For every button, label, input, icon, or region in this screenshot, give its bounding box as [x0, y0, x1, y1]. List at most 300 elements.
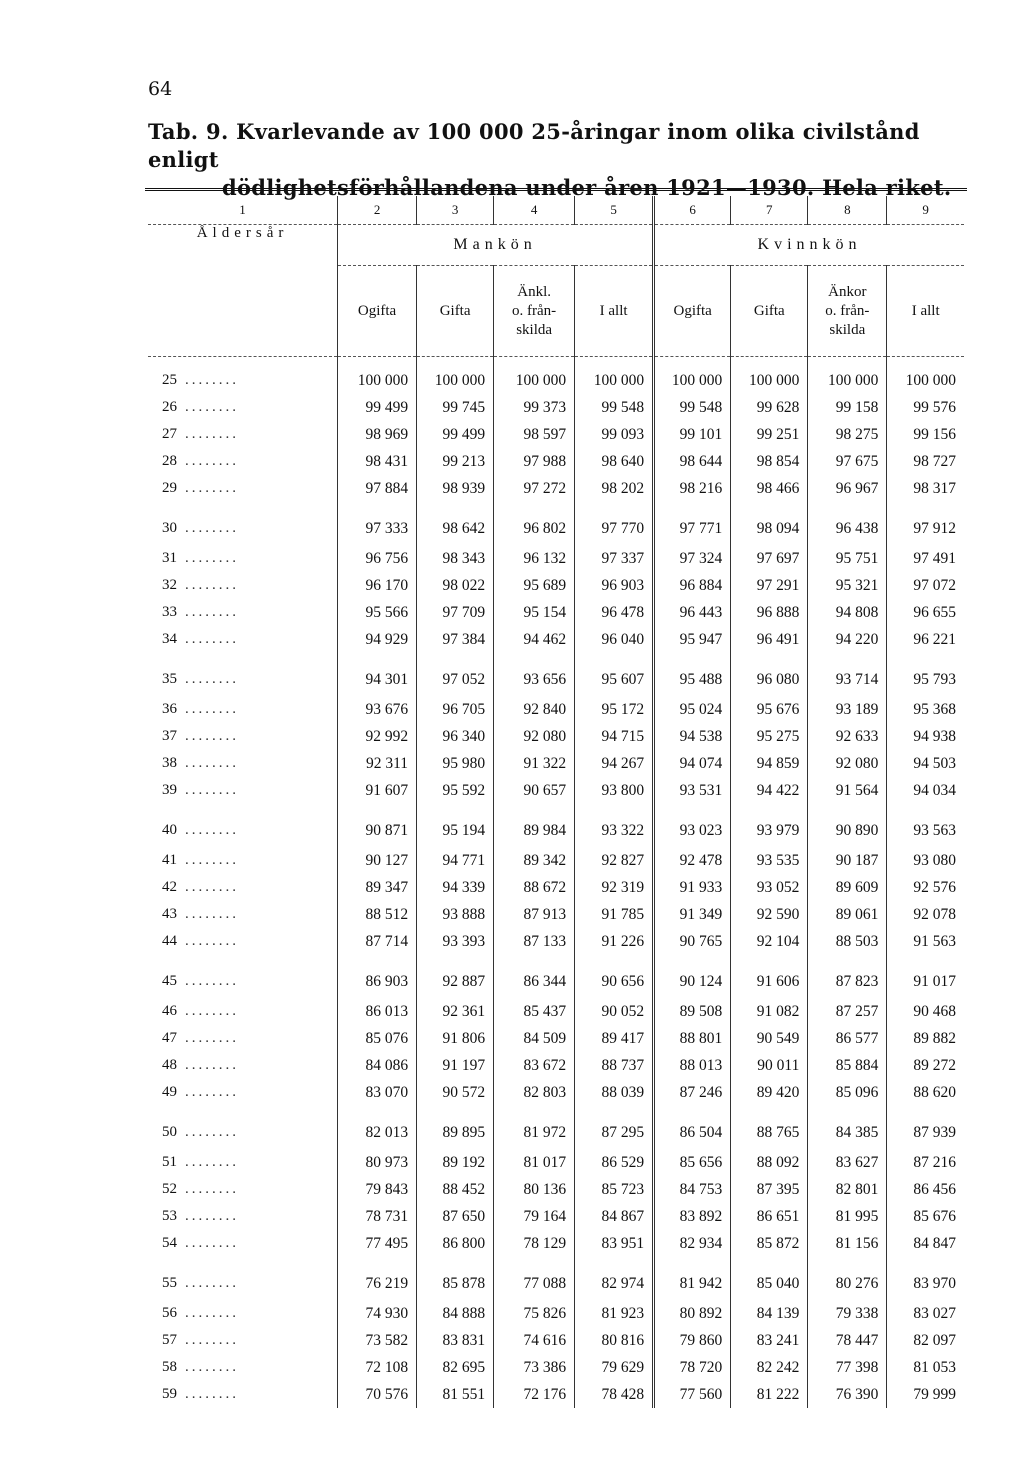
- value-cell: 99 251: [731, 421, 808, 448]
- age-value: 32: [162, 577, 177, 593]
- value-cell: 78 129: [494, 1230, 575, 1257]
- age-value: 39: [162, 782, 177, 798]
- value-cell: 81 222: [731, 1381, 808, 1408]
- table-row: [148, 1052, 964, 1079]
- age-cell: [148, 750, 338, 777]
- leader-dots: ........: [185, 1332, 239, 1348]
- value-cell: 78 447: [808, 1327, 887, 1354]
- value-cell: 79 164: [494, 1203, 575, 1230]
- men-total-cell: 93 800: [575, 777, 654, 804]
- value-cell: 83 627: [808, 1149, 887, 1176]
- men-total-cell: 99 548: [575, 394, 654, 421]
- women-total-cell: 98 317: [913, 479, 956, 497]
- value-cell: 87 650: [417, 1203, 494, 1230]
- title-line-2: dödlighetsförhållandena under åren 1921—1930. Hela riket.: [222, 175, 952, 200]
- leader-dots: ........: [185, 1305, 239, 1321]
- men-total-cell: 94 715: [575, 723, 654, 750]
- men-total-cell: 89 417: [575, 1025, 654, 1052]
- leader-dots: ........: [185, 1181, 239, 1197]
- value-cell: 82 695: [417, 1354, 494, 1381]
- value-cell: 90 124: [654, 955, 731, 998]
- value-cell: 93 393: [417, 928, 494, 955]
- value-cell: 74 616: [494, 1327, 575, 1354]
- value-cell: 87 257: [808, 998, 887, 1025]
- value-cell: 81 942: [654, 1257, 731, 1300]
- value-cell: 92 887: [417, 955, 494, 998]
- age-cell: [148, 1079, 338, 1106]
- leader-dots: ........: [185, 728, 239, 744]
- value-cell: 79 860: [654, 1327, 731, 1354]
- value-cell: 93 656: [494, 653, 575, 696]
- value-cell: 96 802: [494, 502, 575, 545]
- value-cell: 100 000: [654, 367, 731, 394]
- value-cell: 92 633: [808, 723, 887, 750]
- colnum: 9: [887, 196, 964, 225]
- value-cell: 77 398: [808, 1354, 887, 1381]
- men-total-cell: 96 903: [575, 572, 654, 599]
- value-cell: 98 343: [417, 545, 494, 572]
- value-cell: 94 808: [808, 599, 887, 626]
- women-total-cell: 92 078: [913, 905, 956, 923]
- title-line-1: Tab. 9. Kvarlevande av 100 000 25-åringar inom olika civilstånd enligt: [148, 119, 920, 172]
- value-cell: 94 339: [417, 874, 494, 901]
- value-cell: 85 872: [731, 1230, 808, 1257]
- age-cell: [148, 874, 338, 901]
- colnum: 3: [417, 196, 494, 225]
- value-cell: 99 158: [808, 394, 887, 421]
- page-number: 64: [148, 78, 173, 100]
- age-cell: [148, 599, 338, 626]
- age-value: 57: [162, 1332, 177, 1348]
- survival-table: [148, 196, 964, 1408]
- value-cell: 88 503: [808, 928, 887, 955]
- value-cell: 80 276: [808, 1257, 887, 1300]
- table-row: [148, 545, 964, 572]
- age-value: 59: [162, 1386, 177, 1402]
- value-cell: 77 560: [654, 1381, 731, 1408]
- women-total-cell: 95 793: [913, 670, 956, 688]
- women-married-header: Gifta: [731, 266, 808, 357]
- value-cell: 96 340: [417, 723, 494, 750]
- men-total-cell: 81 923: [575, 1300, 654, 1327]
- value-cell: 91 349: [654, 901, 731, 928]
- table-row: [148, 421, 964, 448]
- value-cell: 92 361: [417, 998, 494, 1025]
- women-total-cell: 87 939: [913, 1123, 956, 1141]
- table-row: [148, 1025, 964, 1052]
- value-cell: 84 888: [417, 1300, 494, 1327]
- value-cell: 77 495: [338, 1230, 417, 1257]
- value-cell: 70 576: [338, 1381, 417, 1408]
- women-total-header: I allt: [887, 266, 964, 357]
- value-cell: 100 000: [338, 367, 417, 394]
- value-cell: 89 061: [808, 901, 887, 928]
- value-cell: 88 801: [654, 1025, 731, 1052]
- table-row: [148, 847, 964, 874]
- men-total-cell: 97 770: [575, 502, 654, 545]
- value-cell: 85 040: [731, 1257, 808, 1300]
- value-cell: 96 967: [808, 475, 887, 502]
- table-row: [148, 1203, 964, 1230]
- men-total-cell: 88 737: [575, 1052, 654, 1079]
- women-total-cell: 91 017: [913, 972, 956, 990]
- table-row: [148, 394, 964, 421]
- age-cell: [148, 367, 338, 394]
- age-cell: [148, 1025, 338, 1052]
- value-cell: 100 000: [731, 367, 808, 394]
- value-cell: 91 197: [417, 1052, 494, 1079]
- women-total-cell: 98 727: [913, 452, 956, 470]
- age-value: 37: [162, 728, 177, 744]
- leader-dots: ........: [185, 1124, 239, 1140]
- age-cell: [148, 545, 338, 572]
- value-cell: 100 000: [808, 367, 887, 394]
- value-cell: 87 823: [808, 955, 887, 998]
- value-cell: 97 697: [731, 545, 808, 572]
- leader-dots: ........: [185, 372, 239, 388]
- leader-dots: ........: [185, 1359, 239, 1375]
- value-cell: 85 096: [808, 1079, 887, 1106]
- women-total-cell: 99 576: [913, 398, 956, 416]
- value-cell: 98 022: [417, 572, 494, 599]
- women-total-cell: 99 156: [913, 425, 956, 443]
- value-cell: 91 322: [494, 750, 575, 777]
- value-cell: 96 443: [654, 599, 731, 626]
- age-value: 33: [162, 604, 177, 620]
- value-cell: 94 929: [338, 626, 417, 653]
- table-row: [148, 874, 964, 901]
- women-total-cell: 97 072: [913, 576, 956, 594]
- table-row: [148, 572, 964, 599]
- value-cell: 97 709: [417, 599, 494, 626]
- age-cell: [148, 696, 338, 723]
- value-cell: 90 657: [494, 777, 575, 804]
- value-cell: 98 644: [654, 448, 731, 475]
- men-total-cell: 96 040: [575, 626, 654, 653]
- value-cell: 92 840: [494, 696, 575, 723]
- age-cell: [148, 421, 338, 448]
- women-total-cell: 82 097: [913, 1331, 956, 1349]
- value-cell: 96 080: [731, 653, 808, 696]
- men-total-cell: 99 093: [575, 421, 654, 448]
- table-row: [148, 653, 964, 696]
- value-cell: 82 013: [338, 1106, 417, 1149]
- men-total-cell: 92 827: [575, 847, 654, 874]
- value-cell: 99 499: [338, 394, 417, 421]
- leader-dots: ........: [185, 1084, 239, 1100]
- value-cell: 88 512: [338, 901, 417, 928]
- value-cell: 87 913: [494, 901, 575, 928]
- value-cell: 89 984: [494, 804, 575, 847]
- age-cell: [148, 653, 338, 696]
- value-cell: 85 656: [654, 1149, 731, 1176]
- women-total-cell: 81 053: [913, 1358, 956, 1376]
- table-row: [148, 599, 964, 626]
- value-cell: 92 478: [654, 847, 731, 874]
- value-cell: 85 884: [808, 1052, 887, 1079]
- value-cell: 80 973: [338, 1149, 417, 1176]
- age-value: 49: [162, 1084, 177, 1100]
- value-cell: 100 000: [494, 367, 575, 394]
- age-value: 34: [162, 631, 177, 647]
- table-row: [148, 1106, 964, 1149]
- value-cell: 99 101: [654, 421, 731, 448]
- colnum: 8: [808, 196, 887, 225]
- table-row: [148, 723, 964, 750]
- value-cell: 90 011: [731, 1052, 808, 1079]
- men-total-cell: 87 295: [575, 1106, 654, 1149]
- age-cell: [148, 1257, 338, 1300]
- age-value: 30: [162, 520, 177, 536]
- leader-dots: ........: [185, 755, 239, 771]
- table-row: [148, 367, 964, 394]
- men-married-header: Gifta: [417, 266, 494, 357]
- value-cell: 89 609: [808, 874, 887, 901]
- age-value: 56: [162, 1305, 177, 1321]
- value-cell: 95 947: [654, 626, 731, 653]
- age-cell: [148, 626, 338, 653]
- age-value: 31: [162, 550, 177, 566]
- value-cell: 99 373: [494, 394, 575, 421]
- leader-dots: ........: [185, 1154, 239, 1170]
- value-cell: 99 745: [417, 394, 494, 421]
- colnum: 2: [338, 196, 417, 225]
- age-cell: [148, 448, 338, 475]
- value-cell: 95 024: [654, 696, 731, 723]
- value-cell: 72 176: [494, 1381, 575, 1408]
- women-total-cell: 83 970: [913, 1274, 956, 1292]
- value-cell: 91 806: [417, 1025, 494, 1052]
- value-cell: 98 466: [731, 475, 808, 502]
- men-total-cell: 79 629: [575, 1354, 654, 1381]
- age-value: 38: [162, 755, 177, 771]
- value-cell: 91 564: [808, 777, 887, 804]
- women-total-cell: 93 563: [913, 821, 956, 839]
- value-cell: 93 676: [338, 696, 417, 723]
- value-cell: 90 890: [808, 804, 887, 847]
- value-cell: 89 342: [494, 847, 575, 874]
- value-cell: 82 801: [808, 1176, 887, 1203]
- value-cell: 90 549: [731, 1025, 808, 1052]
- value-cell: 95 275: [731, 723, 808, 750]
- value-cell: 96 756: [338, 545, 417, 572]
- leader-dots: ........: [185, 480, 239, 496]
- value-cell: 88 013: [654, 1052, 731, 1079]
- age-cell: [148, 955, 338, 998]
- value-cell: 97 052: [417, 653, 494, 696]
- table-row: [148, 502, 964, 545]
- value-cell: 95 488: [654, 653, 731, 696]
- women-total-cell: 94 938: [913, 727, 956, 745]
- value-cell: 93 189: [808, 696, 887, 723]
- leader-dots: ........: [185, 577, 239, 593]
- value-cell: 82 242: [731, 1354, 808, 1381]
- value-cell: 93 052: [731, 874, 808, 901]
- men-total-cell: 86 529: [575, 1149, 654, 1176]
- value-cell: 96 132: [494, 545, 575, 572]
- age-value: 36: [162, 701, 177, 717]
- value-cell: 95 980: [417, 750, 494, 777]
- table-row: [148, 777, 964, 804]
- value-cell: 94 859: [731, 750, 808, 777]
- value-cell: 93 979: [731, 804, 808, 847]
- value-cell: 89 508: [654, 998, 731, 1025]
- value-cell: 94 220: [808, 626, 887, 653]
- value-cell: 98 216: [654, 475, 731, 502]
- age-value: 46: [162, 1003, 177, 1019]
- value-cell: 91 082: [731, 998, 808, 1025]
- age-value: 47: [162, 1030, 177, 1046]
- value-cell: 77 088: [494, 1257, 575, 1300]
- value-cell: 84 139: [731, 1300, 808, 1327]
- table-row: [148, 1327, 964, 1354]
- table-row: [148, 750, 964, 777]
- value-cell: 73 582: [338, 1327, 417, 1354]
- age-value: 27: [162, 426, 177, 442]
- value-cell: 76 219: [338, 1257, 417, 1300]
- value-cell: 86 651: [731, 1203, 808, 1230]
- colnum: 5: [575, 196, 654, 225]
- value-cell: 81 017: [494, 1149, 575, 1176]
- value-cell: 97 771: [654, 502, 731, 545]
- age-cell: [148, 998, 338, 1025]
- age-cell: [148, 1354, 338, 1381]
- age-cell: [148, 1106, 338, 1149]
- value-cell: 97 988: [494, 448, 575, 475]
- table-row: [148, 1381, 964, 1408]
- value-cell: 94 422: [731, 777, 808, 804]
- age-value: 53: [162, 1208, 177, 1224]
- leader-dots: ........: [185, 973, 239, 989]
- value-cell: 90 572: [417, 1079, 494, 1106]
- value-cell: 83 892: [654, 1203, 731, 1230]
- value-cell: 95 154: [494, 599, 575, 626]
- table-row: [148, 955, 964, 998]
- age-cell: [148, 1149, 338, 1176]
- table-row: [148, 804, 964, 847]
- value-cell: 87 714: [338, 928, 417, 955]
- value-cell: 92 080: [808, 750, 887, 777]
- leader-dots: ........: [185, 701, 239, 717]
- colnum: 7: [731, 196, 808, 225]
- value-cell: 83 831: [417, 1327, 494, 1354]
- value-cell: 74 930: [338, 1300, 417, 1327]
- age-value: 25: [162, 372, 177, 388]
- value-cell: 94 074: [654, 750, 731, 777]
- value-cell: 96 884: [654, 572, 731, 599]
- value-cell: 93 888: [417, 901, 494, 928]
- men-total-cell: 83 951: [575, 1230, 654, 1257]
- value-cell: 98 939: [417, 475, 494, 502]
- table-row: [148, 1300, 964, 1327]
- value-cell: 89 192: [417, 1149, 494, 1176]
- men-total-cell: 88 039: [575, 1079, 654, 1106]
- men-unmarried-header: Ogifta: [338, 266, 417, 357]
- women-widowed-header: Änkor o. från- skilda: [808, 266, 887, 357]
- leader-dots: ........: [185, 631, 239, 647]
- leader-dots: ........: [185, 1057, 239, 1073]
- top-double-rule: [145, 188, 967, 191]
- colnum: 6: [654, 196, 731, 225]
- value-cell: 73 386: [494, 1354, 575, 1381]
- value-cell: 92 992: [338, 723, 417, 750]
- header-spacer: [148, 357, 964, 368]
- men-total-cell: 96 478: [575, 599, 654, 626]
- value-cell: 92 590: [731, 901, 808, 928]
- age-cell: [148, 1381, 338, 1408]
- value-cell: 95 566: [338, 599, 417, 626]
- table-row: [148, 901, 964, 928]
- value-cell: 98 094: [731, 502, 808, 545]
- age-value: 40: [162, 822, 177, 838]
- leader-dots: ........: [185, 1030, 239, 1046]
- value-cell: 88 765: [731, 1106, 808, 1149]
- value-cell: 81 551: [417, 1381, 494, 1408]
- women-total-cell: 88 620: [913, 1083, 956, 1101]
- leader-dots: ........: [185, 604, 239, 620]
- value-cell: 81 995: [808, 1203, 887, 1230]
- age-cell: [148, 572, 338, 599]
- value-cell: 85 076: [338, 1025, 417, 1052]
- table-row: [148, 1230, 964, 1257]
- value-cell: 82 803: [494, 1079, 575, 1106]
- colnum: 4: [494, 196, 575, 225]
- value-cell: 98 597: [494, 421, 575, 448]
- age-value: 45: [162, 973, 177, 989]
- women-total-cell: 84 847: [913, 1234, 956, 1252]
- age-value: 42: [162, 879, 177, 895]
- value-cell: 78 720: [654, 1354, 731, 1381]
- age-cell: [148, 1176, 338, 1203]
- value-cell: 87 395: [731, 1176, 808, 1203]
- value-cell: 92 311: [338, 750, 417, 777]
- age-cell: [148, 502, 338, 545]
- value-cell: 90 187: [808, 847, 887, 874]
- age-value: 44: [162, 933, 177, 949]
- women-total-cell: 96 221: [913, 630, 956, 648]
- age-cell: [148, 1203, 338, 1230]
- value-cell: 87 246: [654, 1079, 731, 1106]
- men-total-cell: 95 607: [575, 653, 654, 696]
- age-value: 52: [162, 1181, 177, 1197]
- value-cell: 100 000: [417, 367, 494, 394]
- value-cell: 96 888: [731, 599, 808, 626]
- value-cell: 80 892: [654, 1300, 731, 1327]
- leader-dots: ........: [185, 1003, 239, 1019]
- women-total-cell: 90 468: [913, 1002, 956, 1020]
- men-total-cell: 80 816: [575, 1327, 654, 1354]
- leader-dots: ........: [185, 399, 239, 415]
- leader-dots: ........: [185, 1208, 239, 1224]
- value-cell: 94 538: [654, 723, 731, 750]
- age-cell: [148, 475, 338, 502]
- women-total-cell: 85 676: [913, 1207, 956, 1225]
- leader-dots: ........: [185, 426, 239, 442]
- value-cell: 95 321: [808, 572, 887, 599]
- age-cell: [148, 928, 338, 955]
- value-cell: 92 080: [494, 723, 575, 750]
- table-body: [148, 357, 964, 1409]
- table-row: [148, 1257, 964, 1300]
- women-total-cell: 97 912: [913, 519, 956, 537]
- value-cell: 93 714: [808, 653, 887, 696]
- women-total-cell: 94 034: [913, 781, 956, 799]
- table-row: [148, 626, 964, 653]
- age-value: 41: [162, 852, 177, 868]
- age-cell: [148, 1052, 338, 1079]
- age-value: 43: [162, 906, 177, 922]
- value-cell: 98 642: [417, 502, 494, 545]
